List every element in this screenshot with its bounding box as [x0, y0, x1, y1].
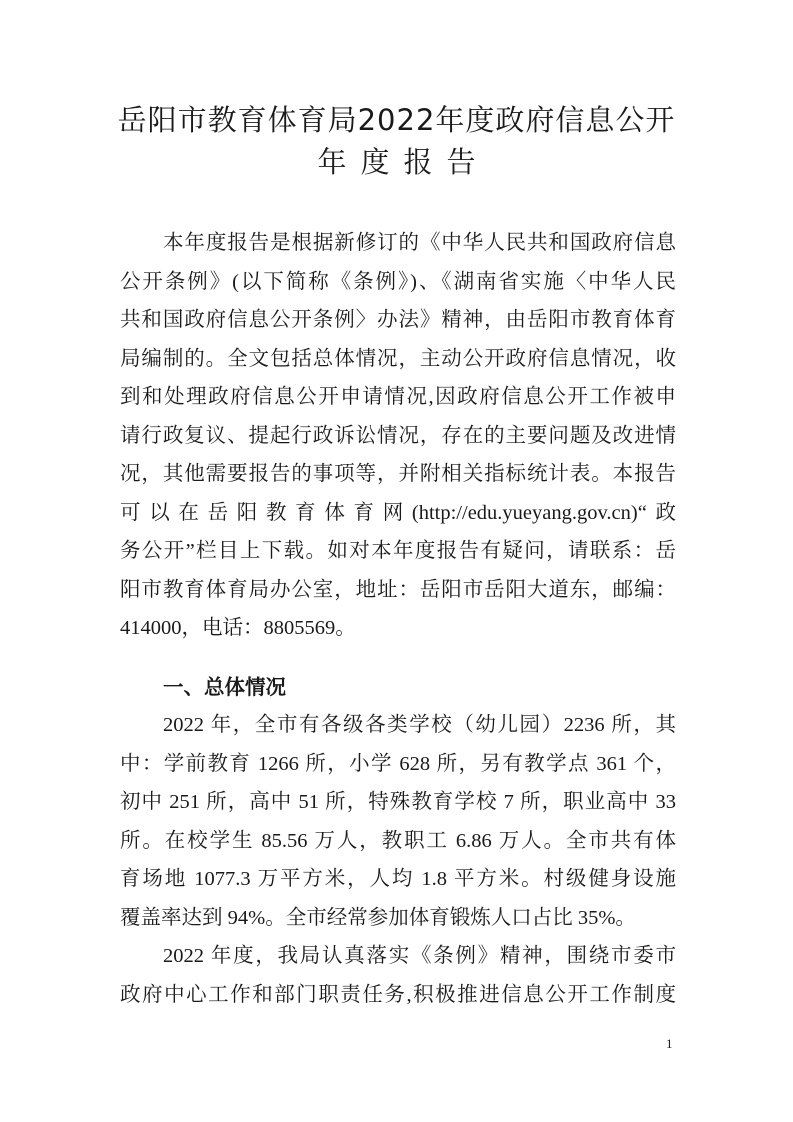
text-line: 务公开”栏目上下载。如对本年度报告有疑问，请联系：岳	[120, 540, 676, 562]
document-title-line-2: 年度报告	[317, 145, 490, 179]
text-line: 局编制的。全文包括总体情况，主动公开政府信息情况，收	[120, 347, 676, 370]
text-line: 共和国政府信息公开条例〉办法》精神，由岳阳市教育体育	[120, 309, 676, 331]
section-heading: 一、总体情况	[163, 674, 286, 699]
text-line: 中：学前教育 1266 所，小学 628 所，另有教学点 361 个，	[120, 752, 676, 775]
text-line: 本年度报告是根据新修订的《中华人民共和国政府信息	[163, 232, 676, 254]
overview-paragraph	[120, 706, 676, 937]
text-line: 况，其他需要报告的事项等，并附相关指标统计表。本报告	[120, 463, 676, 485]
text-line: 可以在岳阳教育体育网(http://edu.yueyang.gov.cn)“政	[120, 501, 676, 524]
text-line: 公开条例》(以下简称《条例》)、《湖南省实施〈中华人民	[120, 270, 676, 293]
work-paragraph	[120, 937, 676, 1014]
document-body	[120, 224, 676, 1014]
text-line: 所。在校学生 85.56 万人，教职工 6.86 万人。全市共有体	[120, 829, 676, 852]
intro-paragraph	[120, 224, 676, 648]
text-line: 育场地 1077.3 万平方米，人均 1.8 平方米。村级健身设施	[120, 868, 676, 890]
page-number: 1	[666, 1036, 673, 1051]
text-line: 414000，电话：8805569。	[120, 617, 356, 639]
text-line: 2022 年，全市有各级各类学校（幼儿园）2236 所，其	[163, 714, 676, 736]
text-line: 2022 年度，我局认真落实《条例》精神，围绕市委市	[163, 945, 676, 967]
text-line: 覆盖率达到 94%。全市经常参加体育锻炼人口占比 35%。	[120, 906, 636, 929]
text-line: 阳市教育体育局办公室，地址：岳阳市岳阳大道东，邮编：	[120, 578, 676, 601]
text-line: 政府中心工作和部门职责任务,积极推进信息公开工作制度	[120, 983, 676, 1006]
text-line: 到和处理政府信息公开申请情况,因政府信息公开工作被申	[120, 386, 676, 408]
document-title-line-1: 岳阳市教育体育局2022年度政府信息公开	[117, 103, 676, 137]
text-line: 请行政复议、提起行政诉讼情况，存在的主要问题及改进情	[120, 424, 676, 447]
text-line: 初中 251 所，高中 51 所，特殊教育学校 7 所，职业高中 33	[120, 791, 676, 813]
